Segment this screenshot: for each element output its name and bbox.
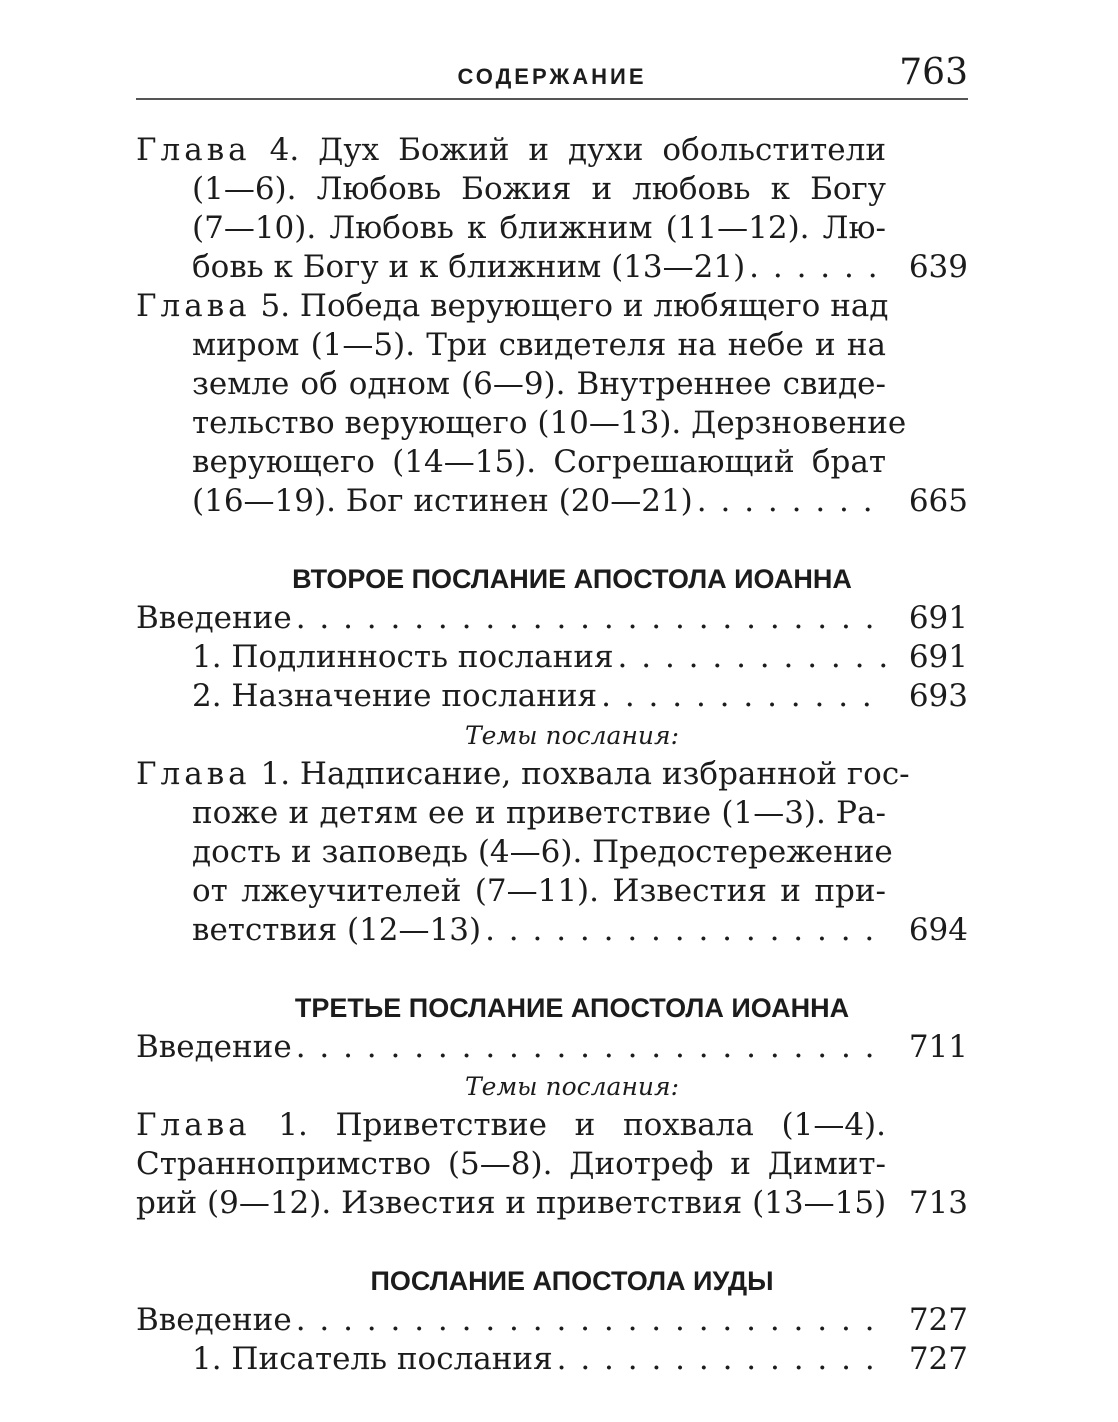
- section-heading-third-epistle: ТРЕТЬЕ ПОСЛАНИЕ АПОСТОЛА ИОАННА: [294, 993, 850, 1023]
- topics-subheading: Темы послания:: [464, 721, 680, 750]
- toc-entry-ch1-line1: Глава 1. Приветствие и похвала (1—4).: [136, 1107, 886, 1143]
- chapter-label: Глава: [136, 756, 251, 792]
- toc-page-number: 727: [908, 1302, 968, 1338]
- chapter-label: Глава: [136, 132, 251, 168]
- toc-entry-item: 2. Назначение послания . . . 693: [136, 677, 968, 716]
- section-heading-jude: ПОСЛАНИЕ АПОСТОЛА ИУДЫ: [370, 1266, 774, 1296]
- toc-page-number: 693: [908, 678, 968, 714]
- toc-entry-intro: Введение . . . 691: [136, 599, 968, 638]
- toc-page-number: 639: [908, 249, 968, 285]
- chapter-label: Глава: [136, 1107, 251, 1143]
- toc-content: Глава 4. Дух Божий и духи обольстители (1—6). Любовь Божия и любовь к Богу (7—10). Любовь к ближним (11—12). Лю- бовь к Богу и к ближним (13—21) . . . 639 Глава 5. Победа верующего и любящего над миром (1—5). Три свидетеля на небе и на земле об одном (6—9). Внутреннее свиде- тельство верующего (10—13). Дерзновение верующего (14—15). Согрешающий брат (16—19). Бог истинен (20—21) . . . 665 ВТОРОЕ ПОСЛАНИЕ АПОСТОЛА ИОАННА Введение . . . 691 1. Подлинность послания . . . 691 2. Назначение послания . . . 693 Темы послания: Глава 1. Надписание, похвала избранной гос- поже и детям ее и приветствие (1—3). Ра- дость и заповедь (4—6). Предостережение от лжеучителей (7—11). Известия и при- ветствия (12—13) . . . 694 ТРЕТЬЕ ПОСЛАНИЕ АПОСТОЛА ИОАННА Введение . . . 711 Темы послания: Глава 1. Приветствие и похвала (1—4). Страннопримство (5—8). Диотреф и Димит- рий (9—12). Известия и приветствия (13—15) 713 ПОСЛАНИЕ АПОСТОЛА ИУДЫ Введение . . . 727 1. Писатель послания . . . 727: [136, 131, 968, 1379]
- toc-page-number: 713: [908, 1185, 968, 1221]
- header-title: СОДЕРЖАНИЕ: [457, 64, 647, 89]
- toc-page-number: 727: [908, 1341, 968, 1377]
- toc-entry-ch1-line1: Глава 1. Надписание, похвала избранной гос-: [136, 756, 910, 792]
- toc-entry-item: 1. Подлинность послания . . . 691: [136, 638, 968, 677]
- toc-page-number: 691: [908, 600, 968, 636]
- toc-page-number: 691: [908, 639, 968, 675]
- toc-entry-ch4-last: бовь к Богу и к ближним (13—21) . . . 639: [136, 248, 968, 287]
- topics-subheading: Темы послания:: [464, 1072, 680, 1101]
- chapter-label: Глава: [136, 288, 251, 324]
- toc-entry-ch5-last: (16—19). Бог истинен (20—21) . . . 665: [136, 482, 968, 521]
- toc-entry-intro: Введение . . . 711: [136, 1028, 968, 1067]
- toc-entry-ch1-last: ветствия (12—13) . . . 694: [136, 911, 968, 950]
- toc-page-number: 665: [908, 483, 968, 519]
- toc-page: [136, 50, 968, 1377]
- section-heading-second-epistle: ВТОРОЕ ПОСЛАНИЕ АПОСТОЛА ИОАННА: [292, 564, 852, 594]
- toc-entry-ch1-last: рий (9—12). Известия и приветствия (13—15) 713: [136, 1185, 968, 1221]
- toc-entry-ch5-line1: Глава 5. Победа верующего и любящего над: [136, 288, 889, 324]
- toc-entry-intro: Введение . . . 727: [136, 1301, 968, 1340]
- toc-entry-ch4-line1: Глава 4. Дух Божий и духи обольстители: [136, 132, 886, 168]
- toc-entry-item: 1. Писатель послания . . . 727: [136, 1340, 968, 1379]
- toc-page-number: 694: [908, 912, 968, 948]
- running-header: [136, 50, 968, 100]
- page-number: 763: [899, 52, 968, 93]
- toc-page-number: 711: [908, 1029, 968, 1065]
